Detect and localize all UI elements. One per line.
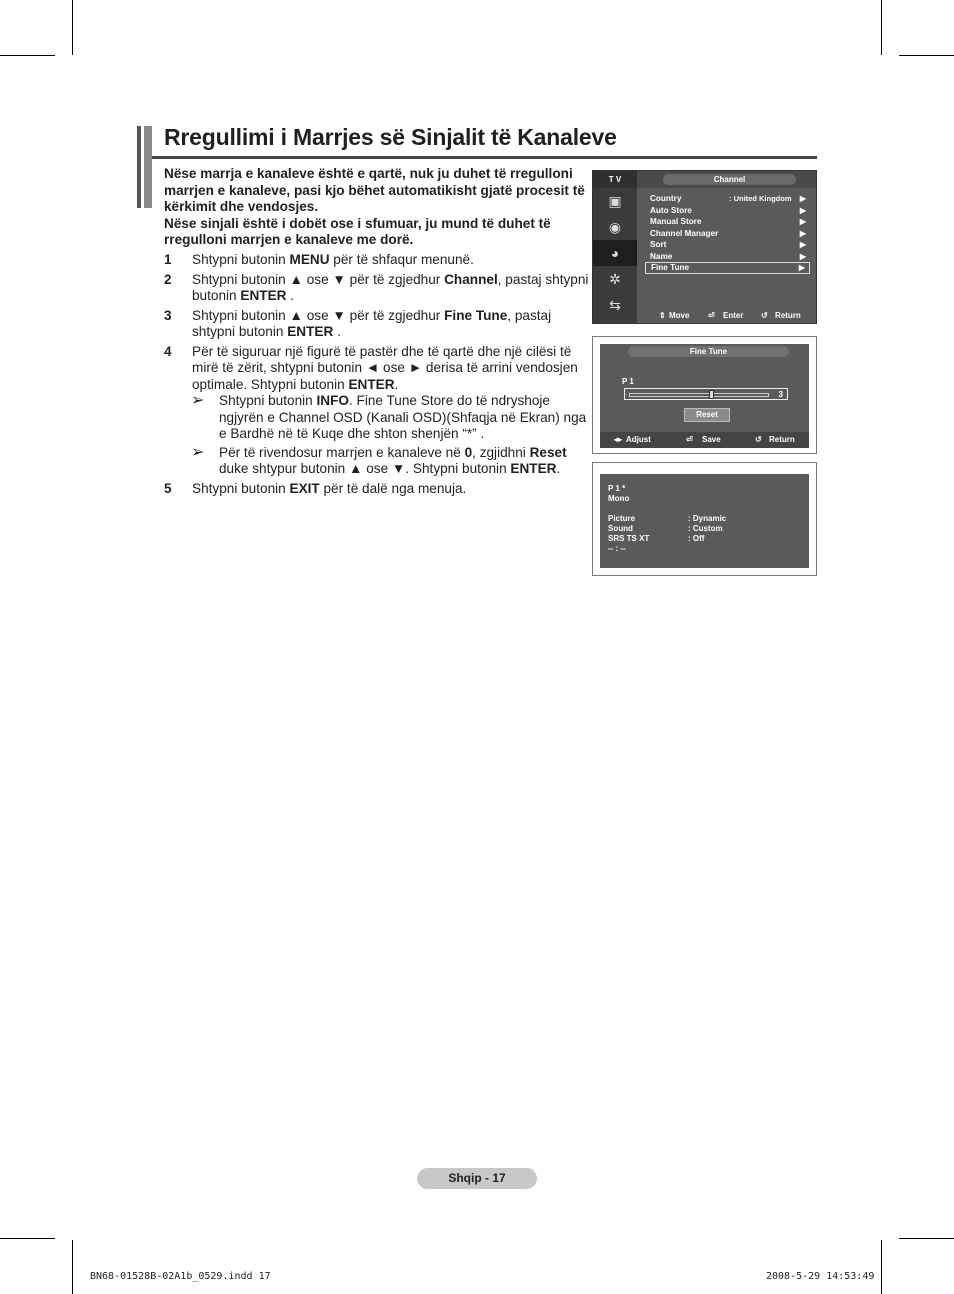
crop-mark (881, 1240, 882, 1294)
step-number: 3 (164, 307, 172, 323)
crop-mark (899, 55, 954, 56)
menu-item-label: Country (650, 194, 682, 203)
note-text: . Fine Tune Store do të ndryshoje ngjyrën e Channel OSD (Kanali OSD)(Shfaqja në Ekran) nga e Bardhë në të Kuqe dhe shton shenjën “*” . (219, 393, 587, 441)
return-icon: ↺ (755, 435, 762, 444)
footer-return: Return (769, 435, 795, 444)
step-keyword: ENTER (287, 324, 334, 339)
step-text: Shtypni butonin (192, 252, 290, 267)
intro-paragraph: Nëse marrja e kanaleve është e qartë, nuk ju duhet të rregulloni marrjen e kanaleve, pasi kjo bëhet automatikisht gjatë procesit të kërkimit dhe vendosjes. (164, 166, 585, 214)
note-keyword: Reset (529, 444, 567, 460)
menu-item-manual-store (645, 216, 810, 228)
info-srs-value: : Off (688, 534, 705, 543)
step-number: 2 (164, 271, 172, 287)
menu-item-value: : United Kingdom (729, 194, 792, 203)
note-info (164, 393, 590, 443)
step-number: 4 (164, 343, 172, 359)
step-3 (164, 308, 590, 341)
reset-button: Reset (684, 408, 730, 422)
step-text: Shtypni butonin ▲ ose ▼ për të zgjedhur (192, 307, 445, 323)
note-reset (164, 445, 590, 478)
step-keyword: ENTER (240, 288, 287, 303)
step-number: 5 (164, 480, 172, 496)
info-sound-value: : Custom (688, 524, 723, 533)
channel-icon: ◕ (593, 240, 637, 266)
tv-tab: T V (593, 171, 637, 188)
step-1 (164, 252, 590, 269)
note-arrow-icon: ➢ (191, 392, 205, 409)
step-keyword: ENTER (348, 376, 395, 392)
arrow-right-icon: ▶ (799, 228, 806, 238)
osd-channel-menu (592, 170, 817, 324)
slider-value: 3 (778, 390, 783, 399)
menu-item-name (645, 251, 810, 263)
arrow-right-icon: ▶ (799, 217, 806, 226)
info-audio: Mono (608, 494, 630, 503)
step-5 (164, 481, 590, 498)
sound-icon: ◉ (608, 218, 622, 235)
info-sound-label: Sound (608, 524, 633, 533)
slider-knob (709, 390, 714, 399)
step-text: për të shfaqur menunë. (329, 252, 474, 267)
save-icon: ⏎ (686, 435, 693, 444)
step-2 (164, 272, 590, 305)
arrow-right-icon: ▶ (798, 263, 805, 272)
fine-tune-slider (624, 388, 788, 400)
step-keyword: Channel (444, 271, 498, 287)
note-text: , zgjidhni (472, 444, 530, 460)
footer-adjust: Adjust (626, 435, 651, 444)
footer-save: Save (702, 435, 721, 444)
step-keyword: MENU (289, 252, 330, 267)
move-icon: ⇕ (659, 311, 666, 320)
crop-mark (881, 0, 882, 55)
crop-mark (899, 1238, 954, 1239)
note-text: Shtypni butonin (219, 393, 317, 408)
info-picture-label: Picture (608, 514, 636, 523)
info-srs-label: SRS TS XT (608, 534, 650, 543)
page-title: Rregullimi i Marrjes së Sinjalit të Kanaleve (164, 124, 617, 150)
menu-item-label: Auto Store (650, 205, 692, 215)
crop-mark (0, 55, 55, 56)
step-text: . (333, 324, 341, 339)
crop-mark (72, 1240, 73, 1294)
osd-header (637, 171, 816, 188)
step-keyword: EXIT (289, 480, 320, 496)
step-text: Për të siguruar një figurë të pastër dhe të qartë dhe një cilësi të mirë të zërit, shtypni butonin ◄ ose ► derisa të arrini vendosjen optimale. Shtypni butonin (192, 343, 578, 392)
crop-mark (0, 1238, 55, 1239)
note-keyword: INFO (316, 393, 349, 408)
menu-item-auto-store (645, 205, 810, 217)
input-icon: ⇆ (609, 296, 621, 313)
note-text: Për të rivendosur marrjen e kanaleve në (219, 444, 465, 460)
info-channel: P 1 * (608, 484, 626, 493)
step-number: 1 (164, 252, 172, 267)
note-text: duke shtypur butonin ▲ ose ▼. Shtypni butonin (219, 461, 511, 476)
step-4 (164, 344, 590, 478)
menu-item-label: Sort (650, 240, 667, 249)
osd-info (600, 474, 809, 568)
menu-item-label: Name (650, 251, 673, 261)
intro-paragraph: Nëse sinjali është i dobët ose i sfumuar, ju mund të duhet të rregulloni marrjen e kanaleve me dorë. (164, 215, 551, 247)
arrow-right-icon: ▶ (799, 251, 806, 261)
osd-footer (600, 432, 809, 448)
enter-icon: ⏎ (708, 311, 715, 320)
adjust-icon: ◂▸ (614, 435, 623, 444)
page-number: Shqip - 17 (417, 1168, 537, 1189)
step-text: , pastaj shtypni butonin (192, 307, 552, 339)
menu-item-label: Channel Manager (650, 228, 719, 238)
intro (164, 166, 589, 249)
step-text: . (394, 376, 399, 392)
footer-enter: Enter (723, 311, 744, 320)
step-text: për të dalë nga menuja. (319, 480, 467, 496)
osd-header-label: Channel (663, 174, 796, 185)
info-time: -- : -- (608, 544, 626, 553)
menu-item-label: Manual Store (650, 217, 702, 226)
menu-item-label: Fine Tune (651, 263, 690, 272)
info-picture-value: : Dynamic (688, 514, 727, 523)
step-keyword: Fine Tune (444, 307, 508, 323)
step-text: , pastaj shtypni butonin (192, 271, 589, 303)
crop-mark (72, 0, 73, 55)
channel-number: P 1 (622, 377, 634, 386)
title-accent-bar (137, 126, 141, 208)
footer-return: Return (775, 311, 801, 320)
title-accent-bar (144, 126, 152, 208)
step-text: . (286, 288, 295, 303)
arrow-right-icon: ▶ (799, 194, 806, 203)
note-text: . (556, 461, 561, 476)
note-keyword: ENTER (510, 461, 557, 476)
return-icon: ↺ (761, 311, 768, 320)
step-text: Shtypni butonin ▲ ose ▼ për të zgjedhur (192, 271, 445, 287)
osd-menu-list (645, 193, 810, 274)
steps-list (164, 252, 590, 500)
menu-item-sort (645, 239, 810, 251)
menu-item-fine-tune (645, 262, 810, 274)
osd-header-label: Fine Tune (628, 346, 789, 357)
osd-fine-tune (600, 344, 809, 448)
title-rule (152, 156, 817, 159)
menu-item-channel-manager (645, 228, 810, 240)
picture-icon: ▣ (608, 192, 622, 209)
arrow-right-icon: ▶ (799, 240, 806, 249)
footer-move: Move (669, 311, 690, 320)
arrow-right-icon: ▶ (799, 205, 806, 215)
osd-footer (637, 308, 816, 324)
menu-item-country (645, 193, 810, 205)
note-arrow-icon: ➢ (191, 443, 205, 461)
step-text: Shtypni butonin (192, 480, 290, 496)
slug-file: BN68-01528B-02A1b_0529.indd 17 (90, 1271, 271, 1282)
slug-date: 2008-5-29 14:53:49 (766, 1271, 875, 1282)
note-keyword: 0 (464, 444, 473, 460)
slider-track (629, 393, 769, 397)
setup-icon: ✲ (609, 270, 621, 287)
osd-sidebar (593, 188, 637, 324)
